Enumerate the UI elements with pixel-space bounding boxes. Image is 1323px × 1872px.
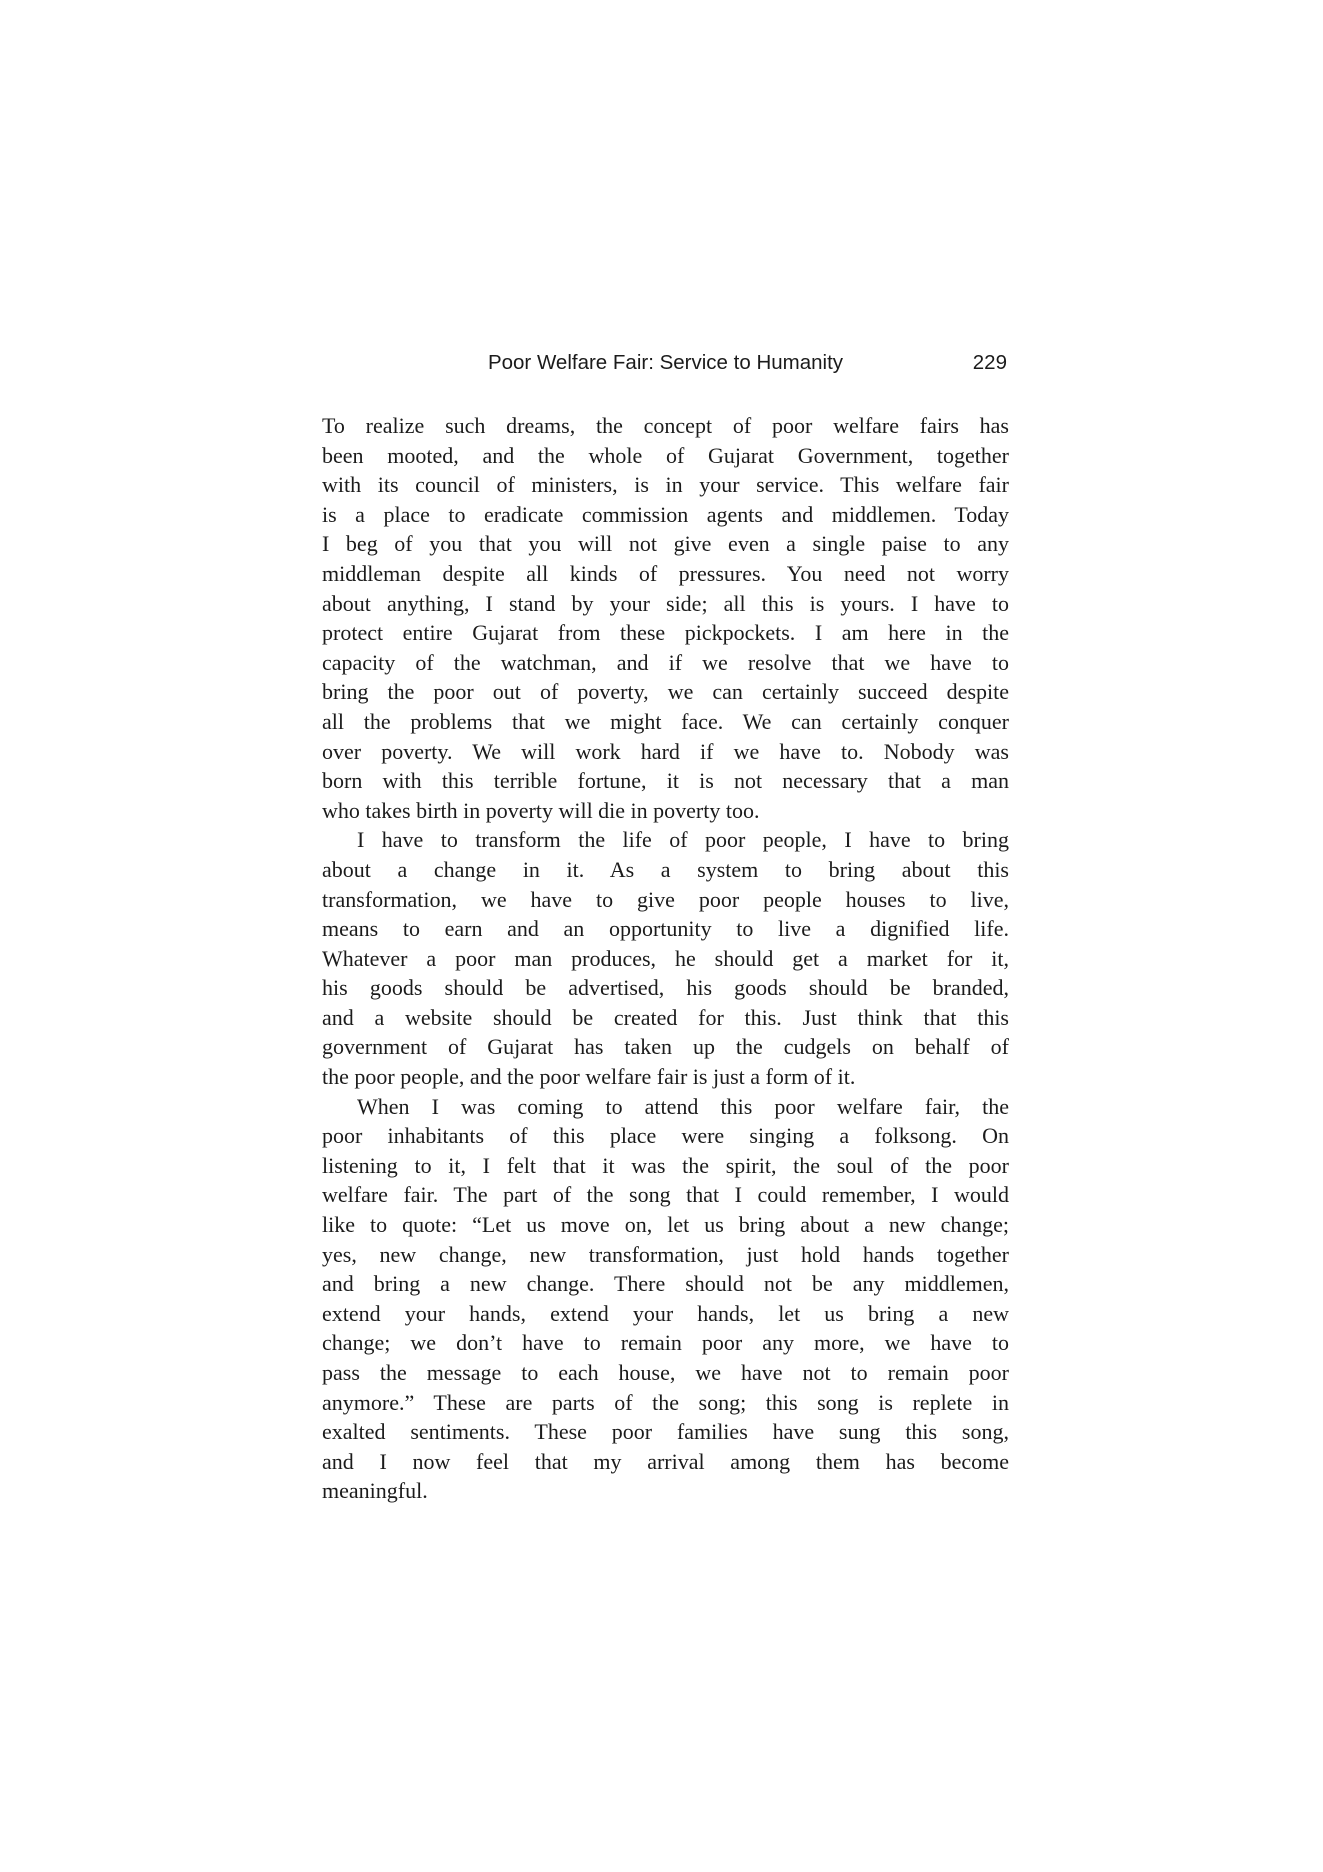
running-header-title: Poor Welfare Fair: Service to Humanity bbox=[487, 351, 844, 374]
text-line: means to earn and an opportunity to live a dignified life. bbox=[322, 916, 1009, 942]
text-line: and bring a new change. There should not be any middlemen, bbox=[322, 1271, 1009, 1297]
text-line: about a change in it. As a system to bring about this bbox=[322, 856, 1009, 882]
text-line: Whatever a poor man produces, he should get a market for it, bbox=[322, 945, 1009, 971]
text-line: the poor people, and the poor welfare fair is just a form of it. bbox=[322, 1064, 856, 1090]
text-line: meaningful. bbox=[322, 1478, 428, 1504]
page-number: 229 bbox=[972, 351, 1007, 374]
text-line: all the problems that we might face. We can certainly conquer bbox=[322, 708, 1009, 734]
paragraph bbox=[322, 1092, 1009, 1506]
text-line: poor inhabitants of this place were singing a folksong. On bbox=[322, 1123, 1009, 1149]
text-line: pass the message to each house, we have not to remain poor bbox=[322, 1360, 1009, 1385]
text-line: his goods should be advertised, his goods should be branded, bbox=[322, 975, 1009, 1001]
text-line: welfare fair. The part of the song that I could remember, I would bbox=[322, 1182, 1009, 1208]
text-line: When I was coming to attend this poor welfare fair, the bbox=[357, 1093, 1009, 1119]
paragraph bbox=[322, 825, 1009, 1091]
text-line: like to quote: “Let us move on, let us bring about a new change; bbox=[322, 1212, 1009, 1238]
page-body bbox=[322, 411, 1009, 1506]
text-line: about anything, I stand by your side; all this is yours. I have to bbox=[322, 590, 1009, 616]
text-line: born with this terrible fortune, it is not necessary that a man bbox=[322, 768, 1009, 794]
page-header bbox=[322, 349, 1009, 377]
text-line: anymore.” These are parts of the song; this song is replete in bbox=[322, 1389, 1009, 1415]
text-line: government of Gujarat has taken up the cudgels on behalf of bbox=[322, 1034, 1009, 1060]
text-line: is a place to eradicate commission agents and middlemen. Today bbox=[322, 501, 1009, 527]
text-line: I beg of you that you will not give even a single paise to any bbox=[322, 531, 1009, 557]
text-line: yes, new change, new transformation, just hold hands together bbox=[322, 1241, 1009, 1267]
text-line: exalted sentiments. These poor families have sung this song, bbox=[322, 1419, 1009, 1445]
text-line: and a website should be created for this. Just think that this bbox=[322, 1004, 1009, 1030]
text-line: and I now feel that my arrival among them has become bbox=[322, 1448, 1009, 1474]
text-line: I have to transform the life of poor people, I have to bring bbox=[357, 827, 1009, 853]
text-line: change; we don’t have to remain poor any more, we have to bbox=[322, 1330, 1009, 1356]
text-line: To realize such dreams, the concept of poor welfare fairs has bbox=[322, 413, 1009, 438]
text-line: over poverty. We will work hard if we have to. Nobody was bbox=[322, 738, 1009, 764]
text-line: bring the poor out of poverty, we can certainly succeed despite bbox=[322, 679, 1009, 705]
text-line: who takes birth in poverty will die in poverty too. bbox=[322, 797, 760, 823]
paragraph bbox=[322, 411, 1009, 825]
text-line: listening to it, I felt that it was the spirit, the soul of the poor bbox=[322, 1152, 1009, 1178]
text-line: been mooted, and the whole of Gujarat Government, together bbox=[322, 442, 1009, 468]
text-line: protect entire Gujarat from these pickpockets. I am here in the bbox=[322, 620, 1009, 646]
text-line: capacity of the watchman, and if we resolve that we have to bbox=[322, 649, 1009, 675]
text-line: extend your hands, extend your hands, let us bring a new bbox=[322, 1300, 1009, 1326]
text-line: transformation, we have to give poor people houses to live, bbox=[322, 886, 1009, 912]
text-line: middleman despite all kinds of pressures. You need not worry bbox=[322, 560, 1009, 586]
text-line: with its council of ministers, is in your service. This welfare fair bbox=[322, 472, 1009, 498]
